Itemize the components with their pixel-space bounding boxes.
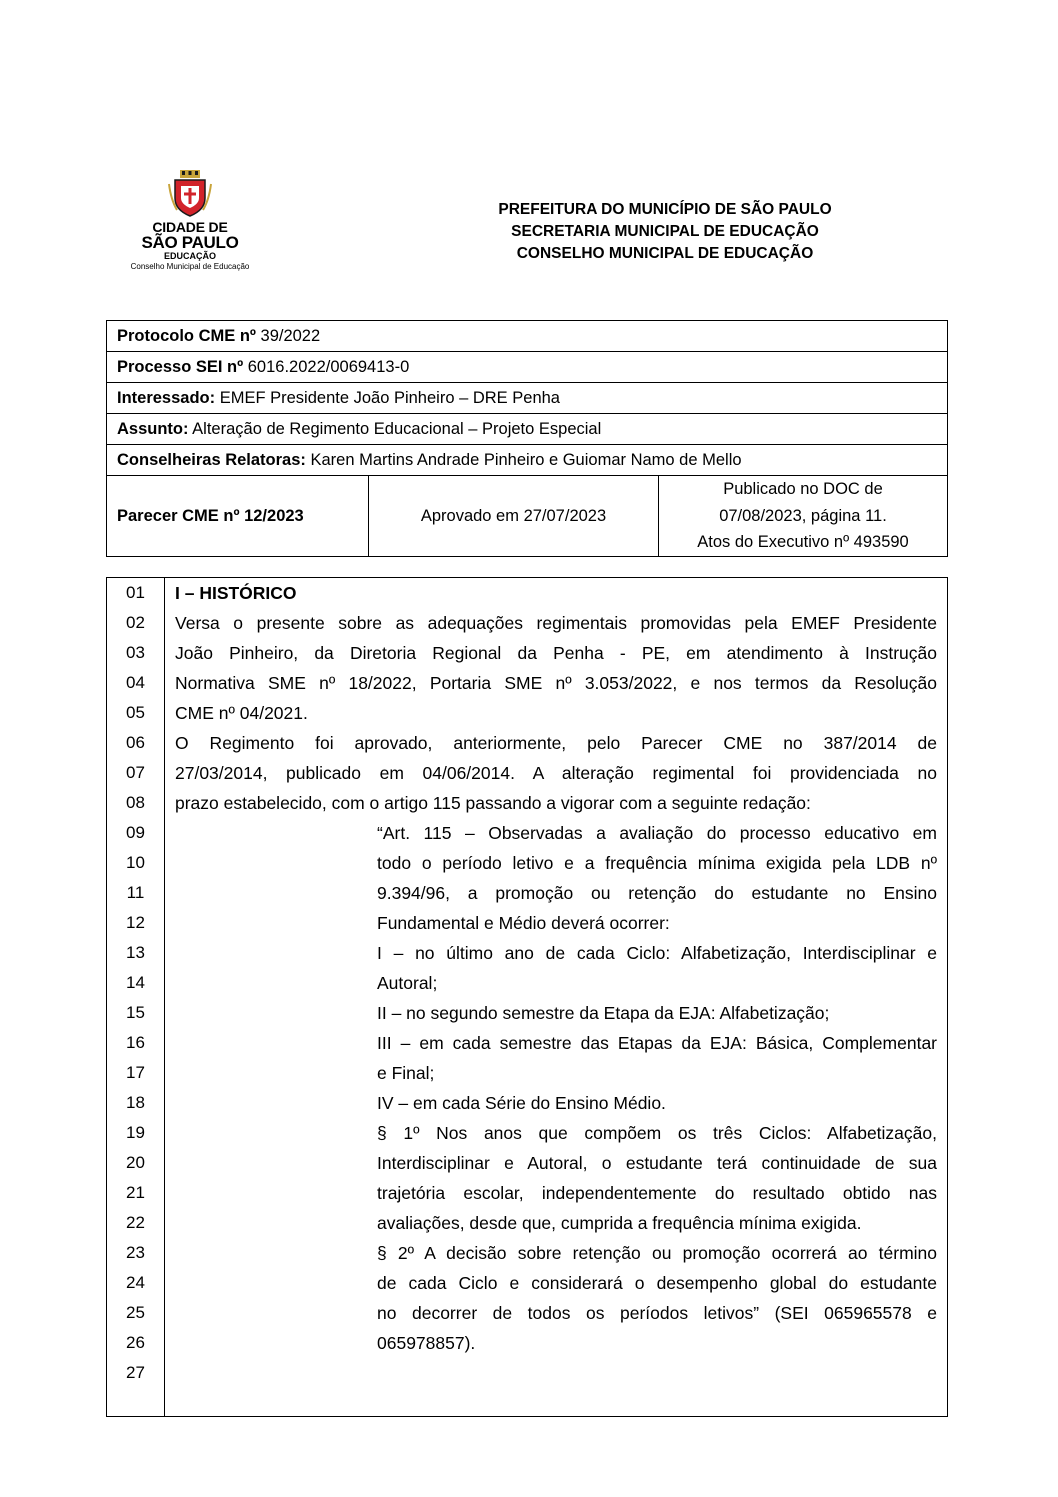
quote-line: 065978857). — [377, 1333, 476, 1353]
processo-row — [107, 352, 948, 383]
quote-line: todo o período letivo e a frequência mínima exigida pela LDB nº — [377, 853, 937, 873]
logo-line-3: EDUCAÇÃO — [163, 251, 216, 261]
section-heading: I – HISTÓRICO — [175, 583, 297, 603]
protocolo-row — [107, 321, 948, 352]
protocol-info-table — [106, 320, 948, 557]
line-number: 01 — [126, 583, 145, 602]
logo-line-4: Conselho Municipal de Educação — [130, 262, 250, 271]
line-number: 03 — [126, 643, 145, 662]
assunto-value: Alteração de Regimento Educacional – Projeto Especial — [188, 420, 602, 438]
quote-line: trajetória escolar, independentemente do resultado obtido nas — [377, 1183, 937, 1203]
line-number: 22 — [126, 1213, 145, 1232]
line-number: 16 — [126, 1033, 145, 1052]
relatoras-row — [107, 445, 948, 476]
quote-line: de cada Ciclo e considerará o desempenho global do estudante — [377, 1273, 937, 1293]
quote-line: Autoral; — [377, 973, 438, 993]
quote-line: I – no último ano de cada Ciclo: Alfabetização, Interdisciplinar e — [377, 943, 937, 963]
paragraph-line: prazo estabelecido, com o artigo 115 passando a vigorar com a seguinte redação: — [175, 793, 811, 813]
processo-label: Processo SEI nº — [117, 358, 244, 376]
paragraph-line: O Regimento foi aprovado, anteriormente, pelo Parecer CME no 387/2014 de — [175, 733, 937, 753]
quote-line: § 2º A decisão sobre retenção ou promoção ocorrerá ao término — [377, 1243, 937, 1263]
line-number: 11 — [126, 883, 145, 902]
logo-line-1: CIDADE DE — [152, 219, 228, 235]
line-number: 06 — [126, 733, 145, 752]
publication-line-1: Publicado no DOC de — [723, 480, 883, 499]
paragraph-line: 27/03/2014, publicado em 04/06/2014. A alteração regimental foi providenciada no — [175, 763, 937, 783]
line-number: 24 — [126, 1273, 145, 1292]
quote-line: no decorrer de todos os períodos letivos” (SEI 065965578 e — [377, 1303, 937, 1323]
paragraph-line: João Pinheiro, da Diretoria Regional da Penha - PE, em atendimento à Instrução — [175, 643, 937, 663]
quote-line: II – no segundo semestre da Etapa da EJA: Alfabetização; — [377, 1003, 830, 1023]
protocolo-label: Protocolo CME nº — [117, 327, 256, 345]
line-number: 15 — [126, 1003, 145, 1022]
assunto-row — [107, 414, 948, 445]
line-number: 25 — [126, 1303, 145, 1322]
approval-date: Aprovado em 27/07/2023 — [369, 476, 659, 557]
processo-value: 6016.2022/0069413-0 — [243, 358, 410, 376]
line-number: 04 — [126, 673, 145, 692]
line-number: 08 — [126, 793, 145, 812]
paragraph-line: Normativa SME nº 18/2022, Portaria SME nº 3.053/2022, e nos termos da Resolução — [175, 673, 937, 693]
quote-line: III – em cada semestre das Etapas da EJA: Básica, Complementar — [377, 1033, 937, 1053]
line-number: 27 — [126, 1363, 145, 1382]
line-number: 20 — [126, 1153, 145, 1172]
quote-line: “Art. 115 – Observadas a avaliação do processo educativo em — [377, 823, 937, 843]
line-number: 05 — [126, 703, 145, 722]
line-number: 17 — [126, 1063, 145, 1082]
publication-line-3: Atos do Executivo nº 493590 — [697, 533, 909, 552]
document-header — [380, 199, 950, 265]
coat-of-arms-icon — [167, 170, 213, 218]
line-number-column — [107, 578, 165, 1416]
line-number: 21 — [126, 1183, 145, 1202]
publication-info — [659, 476, 948, 557]
paragraph-line: CME nº 04/2021. — [175, 703, 308, 723]
line-number: 23 — [126, 1243, 145, 1262]
line-number: 09 — [126, 823, 145, 842]
relatoras-value: Karen Martins Andrade Pinheiro e Guiomar Namo de Mello — [305, 451, 742, 469]
assunto-label: Assunto: — [117, 420, 189, 438]
line-number: 13 — [126, 943, 145, 962]
line-number: 26 — [126, 1333, 145, 1352]
protocolo-value: 39/2022 — [255, 327, 321, 345]
quote-line: 9.394/96, a promoção ou retenção do estudante no Ensino — [377, 883, 937, 903]
line-number: 10 — [126, 853, 145, 872]
interessado-value: EMEF Presidente João Pinheiro – DRE Penha — [215, 389, 560, 407]
relatoras-label: Conselheiras Relatoras: — [117, 451, 306, 469]
line-number: 02 — [126, 613, 145, 632]
line-number: 07 — [126, 763, 145, 782]
historico-section — [106, 577, 948, 1417]
header-line-2: SECRETARIA MUNICIPAL DE EDUCAÇÃO — [511, 223, 819, 240]
line-number: 19 — [126, 1123, 145, 1142]
line-number: 12 — [126, 913, 145, 932]
quote-line: § 1º Nos anos que compõem os três Ciclos: Alfabetização, — [377, 1123, 937, 1143]
publication-line-2: 07/08/2023, página 11. — [719, 506, 887, 525]
cme-logo — [120, 170, 260, 280]
paragraph-line: Versa o presente sobre as adequações regimentais promovidas pela EMEF Presidente — [175, 613, 937, 633]
line-number: 14 — [126, 973, 145, 992]
section-body — [165, 578, 947, 1416]
line-number: 18 — [126, 1093, 145, 1112]
header-line-3: CONSELHO MUNICIPAL DE EDUCAÇÃO — [516, 245, 814, 262]
interessado-label: Interessado: — [117, 389, 216, 407]
quote-line: avaliações, desde que, cumprida a frequência mínima exigida. — [377, 1213, 862, 1233]
parecer-number: Parecer CME nº 12/2023 — [107, 476, 369, 557]
quote-line: e Final; — [377, 1063, 435, 1083]
quote-line: Interdisciplinar e Autoral, o estudante terá continuidade de sua — [377, 1153, 937, 1173]
logo-line-2: SÃO PAULO — [141, 233, 239, 252]
quote-line: IV – em cada Série do Ensino Médio. — [377, 1093, 666, 1113]
interessado-row — [107, 383, 948, 414]
parecer-row — [107, 476, 948, 557]
header-line-1: PREFEITURA DO MUNICÍPIO DE SÃO PAULO — [498, 201, 832, 218]
quote-line: Fundamental e Médio deverá ocorrer: — [377, 913, 670, 933]
